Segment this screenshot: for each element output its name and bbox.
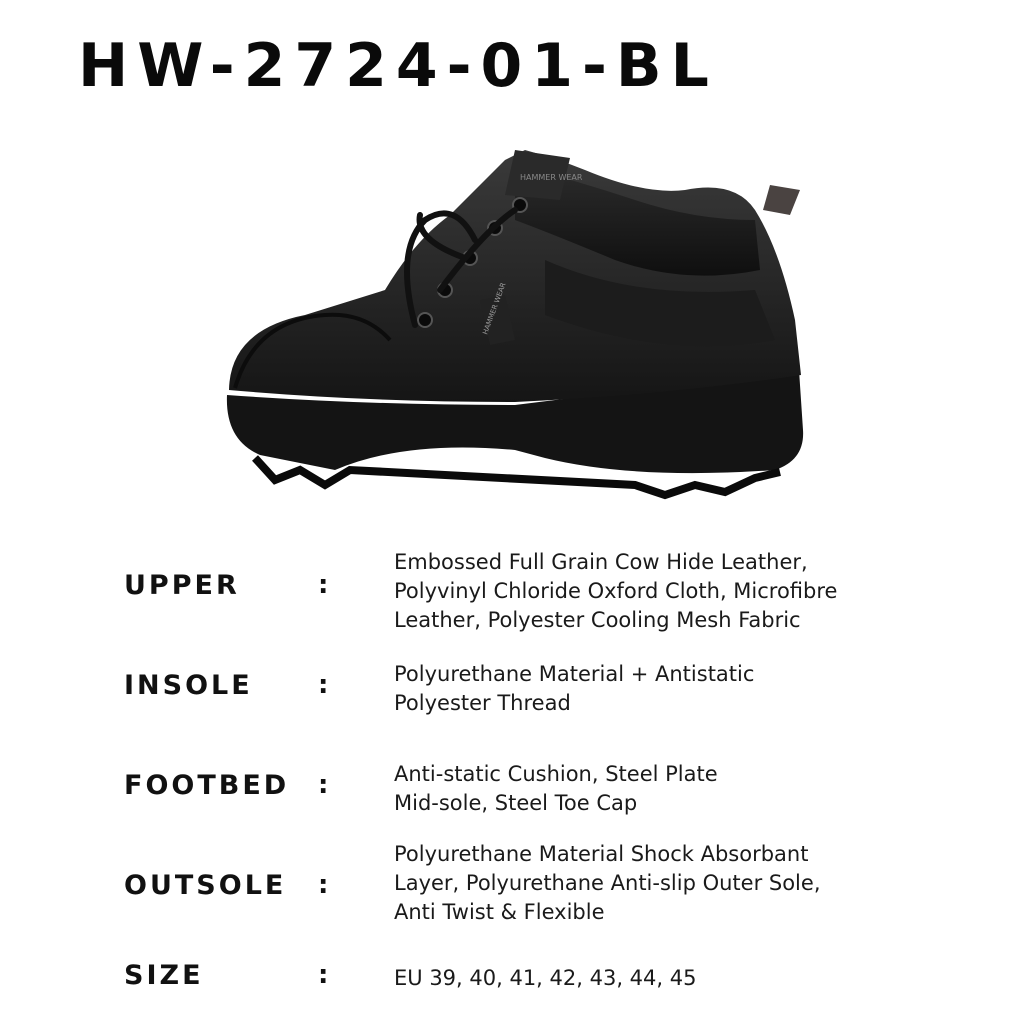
spec-colon: :	[318, 960, 329, 990]
safety-boot-photo	[215, 140, 815, 510]
spec-value	[394, 964, 914, 993]
spec-label: UPPER	[124, 570, 240, 601]
spec-value-line: Anti Twist & Flexible	[394, 900, 605, 924]
spec-value	[394, 548, 914, 635]
safety-boot-icon	[215, 140, 815, 510]
spec-value-line: Anti-static Cushion, Steel Plate	[394, 762, 718, 786]
spec-value	[394, 840, 914, 927]
spec-label: OUTSOLE	[124, 870, 287, 901]
spec-colon: :	[318, 770, 329, 800]
product-code-title: HW-2724-01-BL	[78, 31, 718, 101]
spec-value-line: EU 39, 40, 41, 42, 43, 44, 45	[394, 966, 697, 990]
tongue-brand-text: HAMMER WEAR	[520, 173, 583, 182]
spec-value-line: Polyvinyl Chloride Oxford Cloth, Microfibre	[394, 579, 838, 603]
spec-colon: :	[318, 670, 329, 700]
spec-label: SIZE	[124, 960, 204, 991]
spec-colon: :	[318, 870, 329, 900]
spec-value-line: Polyurethane Material + Antistatic	[394, 662, 755, 686]
spec-value-line: Mid-sole, Steel Toe Cap	[394, 791, 638, 815]
side-brand-text: HAMMER WEAR	[481, 281, 508, 336]
spec-value-line: Polyurethane Material Shock Absorbant	[394, 842, 809, 866]
spec-colon: :	[318, 570, 329, 600]
spec-label: INSOLE	[124, 670, 253, 701]
spec-value-line: Leather, Polyester Cooling Mesh Fabric	[394, 608, 801, 632]
spec-value-line: Embossed Full Grain Cow Hide Leather,	[394, 550, 808, 574]
spec-value-line: Polyester Thread	[394, 691, 571, 715]
spec-value	[394, 760, 914, 818]
spec-value	[394, 660, 914, 718]
spec-label: FOOTBED	[124, 770, 290, 801]
spec-value-line: Layer, Polyurethane Anti-slip Outer Sole,	[394, 871, 821, 895]
